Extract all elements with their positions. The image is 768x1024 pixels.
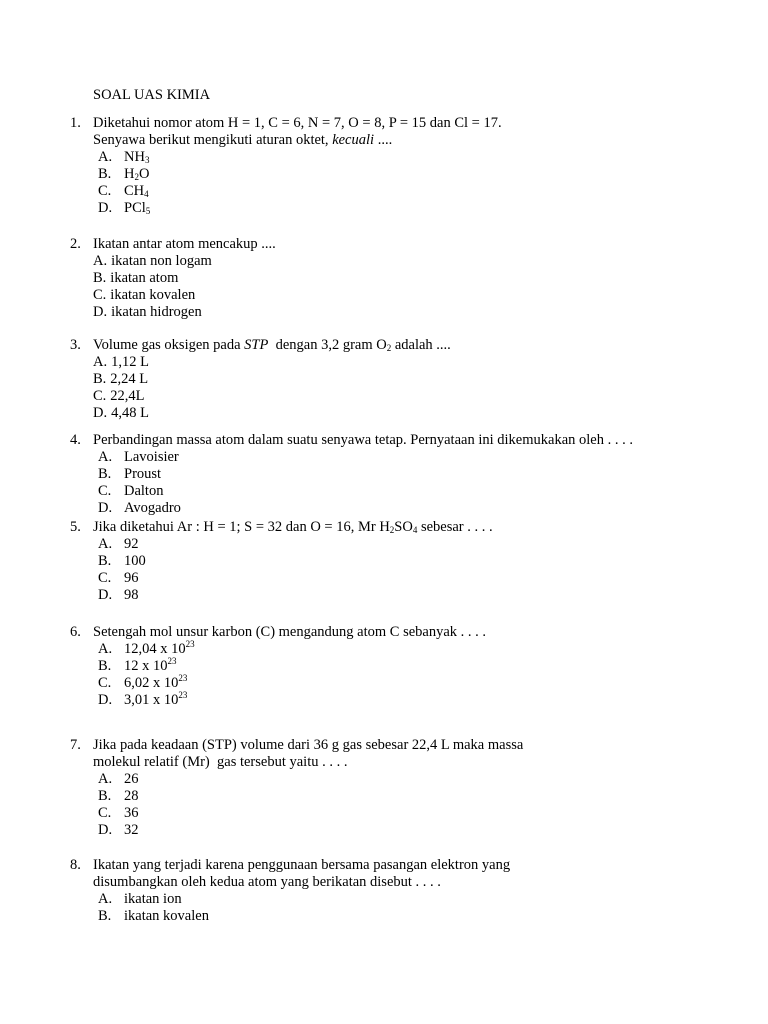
option-c: C. ikatan kovalen — [93, 287, 196, 303]
question-number: 4. — [70, 432, 81, 448]
option-a: A. 26 — [98, 771, 139, 787]
question-text: Perbandingan massa atom dalam suatu senyawa tetap. Pernyataan ini dikemukakan oleh . . . . — [93, 432, 633, 448]
question-text: Jika diketahui Ar : H = 1; S = 32 dan O = 16, Mr $H_2SO_4$ sebesar . . . . — [93, 519, 493, 535]
option-c: C. $CH_4$ — [98, 183, 149, 199]
question-4 — [70, 432, 750, 517]
option-c: C. 6,02 x $10^{23}$ — [98, 673, 188, 691]
question-text: Setengah mol unsur karbon (C) mengandung atom C sebanyak . . . . — [93, 624, 487, 640]
question-text: Volume gas oksigen pada STP dengan 3,2 gram $O_2$ adalah .... — [93, 337, 451, 353]
option-d: D. ikatan hidrogen — [93, 304, 202, 320]
option-b: B. 28 — [98, 788, 139, 804]
question-number: 6. — [70, 624, 81, 640]
option-d: D. 32 — [98, 822, 139, 838]
page-title: SOAL UAS KIMIA — [93, 87, 211, 103]
option-c: C. Dalton — [98, 483, 164, 499]
option-b: B. Proust — [98, 466, 162, 482]
option-d: D. 98 — [98, 587, 139, 603]
question-text: molekul relatif (Mr) gas tersebut yaitu . . . . — [93, 754, 348, 770]
option-a: A. 12,04 x $10^{23}$ — [98, 639, 195, 657]
emphasis-text: kecuali — [332, 132, 375, 148]
question-text: disumbangkan oleh kedua atom yang berikatan disebut . . . . — [93, 874, 441, 890]
question-text: Diketahui nomor atom H = 1, C = 6, N = 7, O = 8, P = 15 dan Cl = 17. — [93, 115, 502, 131]
option-c: C. 96 — [98, 570, 139, 586]
question-6 — [70, 624, 750, 709]
option-a: A. Lavoisier — [98, 449, 179, 465]
question-8 — [70, 857, 750, 925]
option-c: C. 22,4L — [93, 388, 145, 404]
option-d: D. 4,48 L — [93, 405, 149, 421]
question-number: 1. — [70, 115, 81, 131]
option-d: D. 3,01 x $10^{23}$ — [98, 690, 188, 708]
question-number: 3. — [70, 337, 81, 353]
option-d: D. PCl$_5$ — [98, 200, 151, 216]
question-text: Ikatan yang terjadi karena penggunaan bersama pasangan elektron yang — [93, 857, 511, 873]
option-d: D. Avogadro — [98, 500, 181, 516]
emphasis-text: STP — [244, 337, 269, 353]
option-a: A. ikatan ion — [98, 891, 182, 907]
question-number: 8. — [70, 857, 81, 873]
question-number: 7. — [70, 737, 81, 753]
option-b: B. ikatan atom — [93, 270, 179, 286]
option-b: B. 12 x $10^{23}$ — [98, 656, 177, 674]
question-number: 5. — [70, 519, 81, 535]
question-3 — [70, 337, 750, 422]
option-b: B. 2,24 L — [93, 371, 149, 387]
question-5 — [70, 519, 750, 604]
question-text: Ikatan antar atom mencakup .... — [93, 236, 276, 252]
option-b: B. 100 — [98, 553, 146, 569]
question-text: Jika pada keadaan (STP) volume dari 36 g gas sebesar 22,4 L maka massa — [93, 737, 524, 753]
option-a: A. ikatan non logam — [93, 253, 212, 269]
option-a: A. 92 — [98, 536, 139, 552]
question-2 — [70, 236, 750, 321]
question-text: Senyawa berikut mengikuti aturan oktet, kecuali .... — [93, 132, 393, 148]
option-b: B. ikatan kovalen — [98, 908, 209, 924]
option-a: A. $NH_3$ — [98, 149, 150, 165]
option-c: C. 36 — [98, 805, 139, 821]
option-b: B. $H_2O$ — [98, 166, 150, 182]
question-1 — [70, 115, 750, 217]
question-7 — [70, 737, 750, 839]
option-a: A. 1,12 L — [93, 354, 149, 370]
question-number: 2. — [70, 236, 81, 252]
